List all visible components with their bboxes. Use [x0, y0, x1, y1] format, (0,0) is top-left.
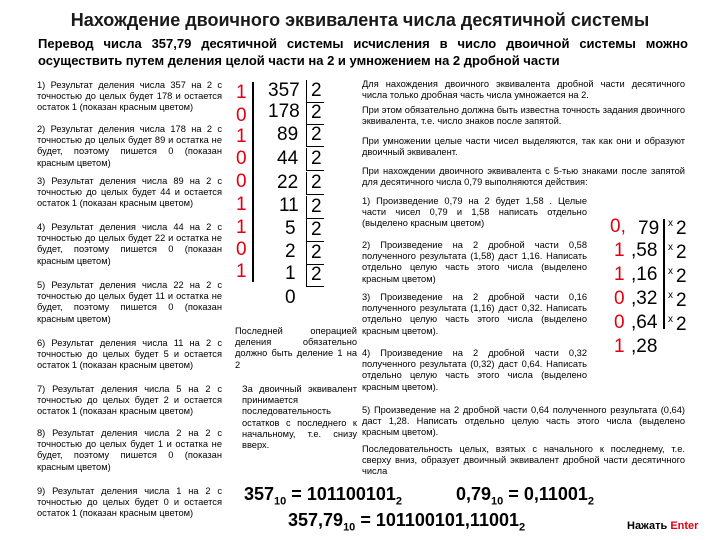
page-title: Нахождение двоичного эквивалента числа десятичной системы	[70, 10, 650, 30]
times-sign: x	[668, 314, 673, 325]
integer-part-digit: 0	[614, 312, 625, 333]
quotient: 44	[277, 148, 299, 169]
times-sign: x	[668, 266, 673, 277]
fraction-step: 4) Произведение на 2 дробной части 0,32 полученного результата (0,32) даст 0,64. Написать отдельно целую часть этого числа (выделено красным цветом).	[362, 348, 587, 392]
divisor: 2	[306, 196, 324, 219]
fraction-step: 1) Произведение 0,79 на 2 будет 1,58 . Целые части чисел 0,79 и 1,58 написать отдельно (выделено красным цветом)	[362, 196, 587, 229]
times-sign: x	[668, 242, 673, 253]
quotient: 1	[285, 263, 296, 284]
quotient: 22	[277, 172, 299, 193]
remainder-digit: 1	[236, 82, 247, 103]
divisor: 2	[306, 80, 324, 103]
full-result-formula: $357,79_{10} = 101100101,11001_2$	[288, 510, 526, 534]
multiplier: 2	[676, 290, 687, 311]
fraction-value: ,16	[631, 264, 658, 285]
integer-part-digit: 1	[614, 264, 625, 285]
remainder-digit: 0	[236, 239, 247, 260]
step-text: 3) Результат деления числа 89 на 2 с точностью до целых будет 44 и остается остаток 1 (показан красным цветом)	[37, 176, 222, 209]
integer-part-digit: 0	[614, 288, 625, 309]
fraction-step: 5) Произведение на 2 дробной части 0,64 полученного результата (0,64) даст 1,28. Написать отдельно целую часть этого числа (выделено красным цветом).	[362, 405, 685, 438]
binary-order-note: За двоичный эквивалент принимается последовательность остатков с последнего к начальному, т.е. снизу вверх.	[242, 384, 357, 451]
step-text: 7) Результат деления числа 5 на 2 с точностью до целых будет 2 и остается остаток 1 (показан красным цветом)	[37, 384, 222, 417]
divisor: 2	[306, 242, 324, 265]
step-text: 8) Результат деления числа 2 на 2 с точностью до целых будет 1 и остатка не будет, поэтому пишется 0 (показан красным цветом)	[37, 428, 222, 472]
divisor: 2	[306, 148, 324, 171]
note-text: Для нахождения двоичного эквивалента дробной части десятичного числа только дробная часть числа умножается на 2.	[362, 79, 685, 101]
press-enter-hint[interactable]: Нажать Enter	[627, 520, 699, 532]
fraction-step: 2) Произведение на 2 дробной части 0,58 полученного результата (1,58) даст 1,16. Написать отдельно целую часть этого числа (выделено красным цветом)	[362, 240, 587, 284]
multiplier: 2	[676, 242, 687, 263]
step-text: 9) Результат деления числа 1 на 2 с точностью до целых будет 0 и остается остаток 1 (показан красным цветом)	[37, 486, 222, 519]
integer-part-digit: 1	[614, 336, 625, 357]
remainder-digit: 1	[236, 261, 247, 282]
multiplier: 2	[676, 266, 687, 287]
remainder-digit: 1	[236, 194, 247, 215]
quotient: 178	[268, 101, 300, 122]
step-text: 2) Результат деления числа 178 на 2 с точностью до целых будет 89 и остатка не будет, поэтому пишется 0 (показан красным цветом)	[37, 124, 222, 168]
integer-part-digit: 0,	[610, 216, 626, 237]
quotient: 11	[279, 195, 299, 216]
divisor: 2	[306, 264, 324, 287]
fraction-value: 79	[638, 218, 660, 239]
remainder-digit: 0	[236, 105, 247, 126]
quotient: 357	[268, 80, 300, 101]
remainder-digit: 0	[236, 171, 247, 192]
quotient: 0	[285, 287, 296, 308]
fraction-step: 3) Произведение на 2 дробной части 0,16 полученного результата (1,16) даст 0,32. Написать отдельно целую часть этого числа (выделено красным цветом).	[362, 292, 587, 336]
step-text: 6) Результат деления числа 11 на 2 с точностью до целых будет 5 и остается остаток 1 (показан красным цветом)	[37, 338, 222, 371]
quotient: 2	[285, 241, 296, 262]
quotient: 89	[277, 124, 299, 145]
note-text: При умножении целые части чисел выделяются, так как они и образуют двоичный эквивалент.	[362, 136, 685, 158]
note-text: При этом обязательно должна быть известна точность задания двоичного эквивалента, т.е. число знаков после запятой.	[362, 105, 685, 127]
multiplier-separator	[663, 219, 665, 329]
times-sign: x	[668, 290, 673, 301]
quotient: 5	[285, 218, 296, 239]
remainder-separator	[252, 82, 254, 282]
step-text: 1) Результат деления числа 357 на 2 с точностью до целых будет 178 и остается остаток 1 (показан красным цветом)	[37, 80, 222, 113]
enter-key-label: Enter	[670, 520, 699, 532]
multiplier: 2	[676, 218, 687, 239]
fraction-value: ,32	[631, 288, 658, 309]
last-division-note: Последней операцией деления обязательно должно быть деление 1 на 2	[235, 326, 357, 370]
intro-text: Перевод числа 357,79 десятичной системы исчисления в число двоичной системы можно осуществить путем деления целой части на 2 и умножением на 2 дробной части	[38, 36, 688, 68]
divisor: 2	[306, 219, 324, 242]
step-text: 5) Результат деления числа 22 на 2 с точностью до целых будет 11 и остатка не будет, поэтому пишется 0 (показан красным цветом)	[37, 280, 222, 324]
divisor: 2	[306, 172, 324, 195]
fraction-result-formula: $0,79_{10} = 0,11001_2$	[456, 484, 595, 508]
fraction-value: ,64	[631, 312, 658, 333]
integer-result-formula: $357_{10} = 101100101_2$	[244, 484, 403, 508]
integer-part-digit: 1	[614, 240, 625, 261]
divisor: 2	[306, 124, 324, 147]
remainder-digit: 1	[236, 217, 247, 238]
step-text: 4) Результат деления числа 44 на 2 с точностью до целых будет 22 и остатка не будет, поэтому пишется 0 (показан красным цветом)	[37, 222, 222, 266]
remainder-digit: 0	[236, 148, 247, 169]
note-text: При нахождении двоичного эквивалента с 5-тью знаками после запятой для десятичного числа 0,79 выполняются действия:	[362, 166, 685, 188]
fraction-value: ,28	[631, 336, 658, 357]
times-sign: x	[668, 218, 673, 229]
multiplier: 2	[676, 314, 687, 335]
fraction-value: ,58	[631, 240, 658, 261]
divisor: 2	[306, 102, 324, 125]
remainder-digit: 1	[236, 126, 247, 147]
fraction-step: Последовательность целых, взятых с начального к последнему, т.е. сверху вниз, образует двоичный эквивалент дробной части десятичного числа	[362, 444, 685, 477]
